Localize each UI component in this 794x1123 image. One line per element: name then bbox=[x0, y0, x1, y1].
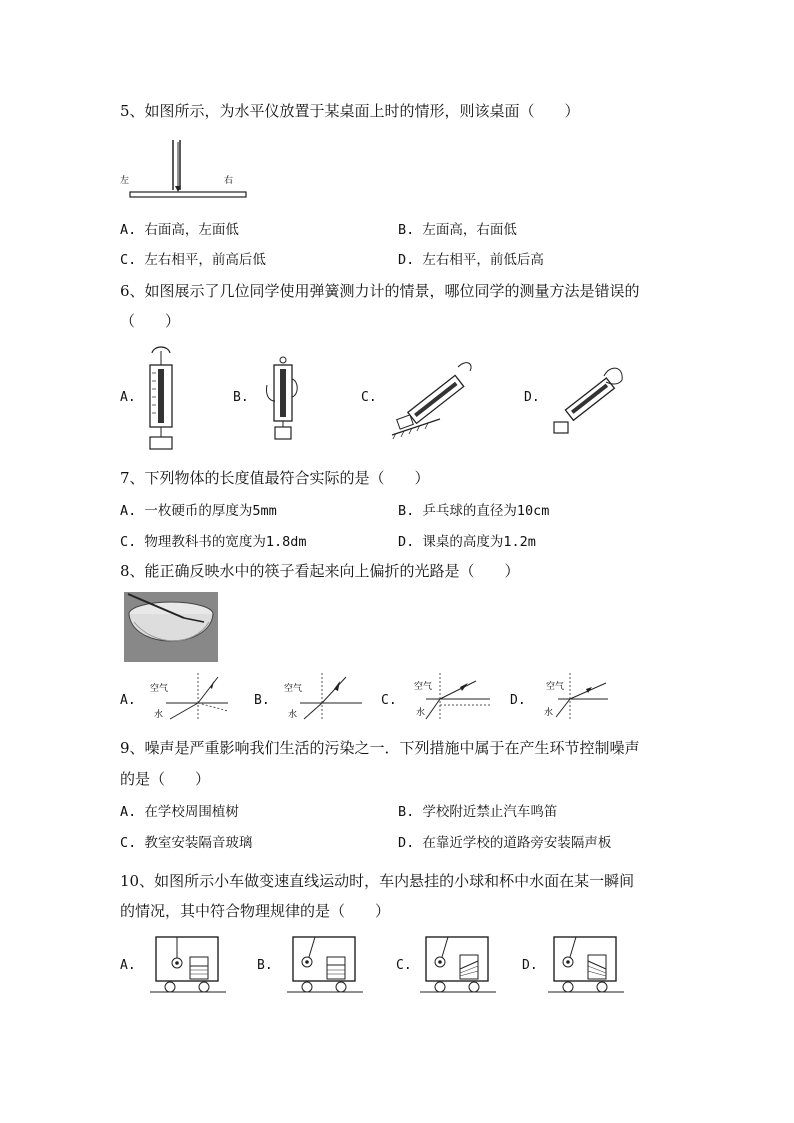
q6-label-a: A. bbox=[120, 390, 136, 405]
q8-diagram-c bbox=[410, 673, 494, 723]
q10-cart-c bbox=[420, 935, 496, 997]
q5-spirit-level-figure bbox=[118, 138, 248, 200]
q5-option-a: A. 右面高，左面低 bbox=[120, 222, 239, 238]
q8-label-a: A. bbox=[120, 693, 136, 708]
q6-stem-bracket: （ ） bbox=[120, 312, 181, 330]
q10-label-b: B. bbox=[257, 958, 273, 973]
q7-option-c: C. 物理教科书的宽度为1.8dm bbox=[120, 534, 307, 550]
q5-option-c: C. 左右相平，前高后低 bbox=[120, 252, 266, 268]
q10-stem: 10、如图所示小车做变速直线运动时，车内悬挂的小球和杯中水面在某一瞬间 bbox=[120, 872, 635, 890]
q8-a-air: 空气 bbox=[150, 684, 169, 694]
q6-label-c: C. bbox=[361, 390, 377, 405]
q10-label-c: C. bbox=[396, 958, 412, 973]
q8-label-c: C. bbox=[381, 693, 397, 708]
q9-stem-line2: 的是（ ） bbox=[120, 770, 211, 788]
q6-figure-a bbox=[142, 345, 182, 449]
q8-stem: 8、能正确反映水中的筷子看起来向上偏折的光路是（ ） bbox=[120, 562, 520, 580]
q8-b-water: 水 bbox=[288, 710, 298, 720]
q7-option-b: B. 乒乓球的直径为10cm bbox=[398, 503, 550, 519]
q9-option-c: C. 教室安装隔音玻璃 bbox=[120, 835, 253, 851]
q8-bowl-photo bbox=[124, 592, 218, 662]
q10-label-d: D. bbox=[522, 958, 538, 973]
q7-option-d: D. 课桌的高度为1.2m bbox=[398, 534, 536, 550]
q10-cart-b bbox=[287, 935, 363, 997]
q8-diagram-b bbox=[282, 673, 366, 723]
q6-stem: 6、如图展示了几位同学使用弹簧测力计的情景，哪位同学的测量方法是错误的 bbox=[120, 282, 640, 300]
q8-a-water: 水 bbox=[154, 710, 164, 720]
q8-d-water: 水 bbox=[544, 708, 554, 718]
q5-left-label: 左 bbox=[120, 176, 130, 186]
q10-stem-line2: 的情况，其中符合物理规律的是（ ） bbox=[120, 902, 391, 920]
q6-figure-c bbox=[390, 355, 475, 440]
q9-option-a: A. 在学校周围植树 bbox=[120, 804, 239, 820]
q8-b-air: 空气 bbox=[284, 684, 303, 694]
q5-option-b: B. 左面高，右面低 bbox=[398, 222, 517, 238]
q9-option-b: B. 学校附近禁止汽车鸣笛 bbox=[398, 804, 558, 820]
q10-cart-a bbox=[150, 935, 226, 997]
q5-right-label: 右 bbox=[224, 176, 234, 186]
q10-cart-d bbox=[548, 935, 624, 997]
q8-label-d: D. bbox=[510, 693, 526, 708]
q10-label-a: A. bbox=[120, 958, 136, 973]
q7-stem: 7、下列物体的长度值最符合实际的是（ ） bbox=[120, 469, 430, 487]
q8-c-air: 空气 bbox=[414, 682, 433, 692]
q5-option-d: D. 左右相平，前低后高 bbox=[398, 252, 544, 268]
q9-option-d: D. 在靠近学校的道路旁安装隔声板 bbox=[398, 835, 612, 851]
q7-option-a: A. 一枚硬币的厚度为5mm bbox=[120, 503, 277, 519]
q8-d-air: 空气 bbox=[546, 682, 565, 692]
q5-stem: 5、如图所示，为水平仪放置于某桌面上时的情形，则该桌面（ ） bbox=[120, 102, 580, 120]
q8-label-b: B. bbox=[254, 693, 270, 708]
q6-figure-d bbox=[552, 360, 627, 435]
q6-figure-b bbox=[265, 355, 305, 439]
q8-c-water: 水 bbox=[416, 708, 426, 718]
q6-label-d: D. bbox=[524, 390, 540, 405]
q9-stem: 9、噪声是严重影响我们生活的污染之一．下列措施中属于在产生环节控制噪声 bbox=[120, 739, 640, 757]
q6-label-b: B. bbox=[233, 390, 249, 405]
q8-diagram-a bbox=[148, 673, 232, 723]
q8-diagram-d bbox=[542, 673, 626, 723]
